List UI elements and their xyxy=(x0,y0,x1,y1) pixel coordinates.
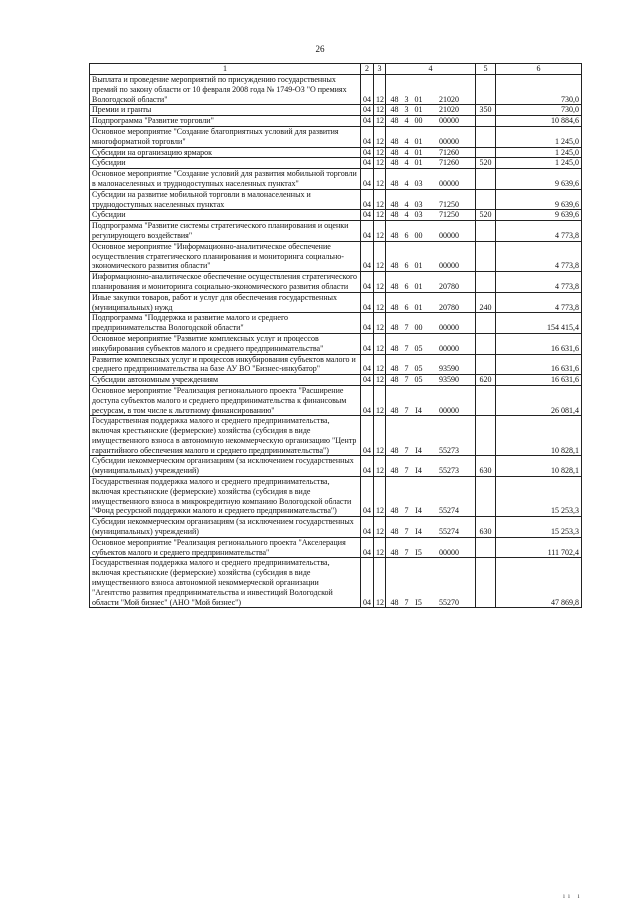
row-expense-type xyxy=(476,333,496,354)
code-part-c2: 4 xyxy=(404,178,409,188)
row-amount: 4 773,8 xyxy=(496,292,582,313)
code-part-c1: 48 xyxy=(390,199,399,209)
row-name: Субсидии некоммерческим организациям (за исключением государственных (муниципальных) учреждений) xyxy=(90,517,361,538)
code-part-c4: 20780 xyxy=(439,302,459,312)
header-col-5: 5 xyxy=(476,64,496,75)
code-part-c1: 48 xyxy=(390,147,399,157)
row-amount: 10 828,1 xyxy=(496,456,582,477)
code-part-c3: I4 xyxy=(415,445,422,455)
code-part-c1: 48 xyxy=(390,527,399,537)
row-subsection: 12 xyxy=(374,385,386,415)
table-row xyxy=(90,241,582,271)
row-amount: 10 828,1 xyxy=(496,416,582,456)
row-expense-type xyxy=(476,189,496,210)
row-name: Подпрограмма "Развитие торговли" xyxy=(90,116,361,127)
row-section: 04 xyxy=(361,292,374,313)
row-subsection: 12 xyxy=(374,147,386,158)
row-subsection: 12 xyxy=(374,158,386,169)
row-expense-type xyxy=(476,477,496,517)
row-section: 04 xyxy=(361,116,374,127)
code-part-c2: 7 xyxy=(404,343,409,353)
table-header-row xyxy=(90,64,582,75)
table-row xyxy=(90,416,582,456)
row-amount: 16 631,6 xyxy=(496,354,582,375)
code-part-c3: I5 xyxy=(415,597,422,607)
table-row xyxy=(90,477,582,517)
code-part-c2: 7 xyxy=(404,527,409,537)
code-part-c1: 48 xyxy=(390,136,399,146)
row-section: 04 xyxy=(361,158,374,169)
code-part-c4: 00000 xyxy=(439,178,459,188)
table-row xyxy=(90,105,582,116)
row-target-code xyxy=(386,126,476,147)
code-part-c4: 55274 xyxy=(439,527,459,537)
code-part-c1: 48 xyxy=(390,230,399,240)
code-part-c1: 48 xyxy=(390,597,399,607)
row-expense-type xyxy=(476,126,496,147)
row-name: Государственная поддержка малого и среднего предпринимательства, включая крестьянские (фермерские) хозяйства (субсидия в виде имущественного взноса автономной некоммерческой организации "Агентство развития предпринимательства и инвестиций Вологодской области "Мой бизнес" (АНО "Мой бизнес") xyxy=(90,558,361,608)
code-part-c4: 71260 xyxy=(439,147,459,157)
row-target-code xyxy=(386,313,476,334)
row-amount: 730,0 xyxy=(496,105,582,116)
code-part-c3: 03 xyxy=(414,178,423,188)
row-amount: 10 884,6 xyxy=(496,116,582,127)
row-expense-type xyxy=(476,221,496,242)
code-part-c2: 7 xyxy=(404,597,409,607)
code-part-c3: 00 xyxy=(414,116,423,126)
code-part-c2: 4 xyxy=(404,116,409,126)
code-part-c1: 48 xyxy=(390,281,399,291)
table-row xyxy=(90,221,582,242)
row-amount: 26 081,4 xyxy=(496,385,582,415)
row-target-code xyxy=(386,292,476,313)
code-part-c2: 7 xyxy=(404,445,409,455)
row-name: Иные закупки товаров, работ и услуг для обеспечения государственных (муниципальных) нужд xyxy=(90,292,361,313)
row-expense-type: 520 xyxy=(476,210,496,221)
code-part-c2: 7 xyxy=(404,375,409,385)
code-part-c2: 7 xyxy=(404,405,409,415)
row-name: Основное мероприятие "Развитие комплексных услуг и процессов инкубирования субъектов малого и среднего предпринимательства" xyxy=(90,333,361,354)
table-row xyxy=(90,456,582,477)
row-amount: 9 639,6 xyxy=(496,169,582,190)
row-target-code xyxy=(386,385,476,415)
table-row xyxy=(90,126,582,147)
code-part-c3: 05 xyxy=(414,343,423,353)
row-section: 04 xyxy=(361,385,374,415)
code-part-c3: 01 xyxy=(414,147,423,157)
code-part-c2: 6 xyxy=(404,281,409,291)
code-part-c4: 55274 xyxy=(439,506,459,516)
code-part-c3: 00 xyxy=(414,323,423,333)
row-amount: 4 773,8 xyxy=(496,241,582,271)
row-section: 04 xyxy=(361,210,374,221)
header-col-2: 2 xyxy=(361,64,374,75)
code-part-c1: 48 xyxy=(390,261,399,271)
row-section: 04 xyxy=(361,333,374,354)
code-part-c2: 7 xyxy=(404,506,409,516)
code-part-c1: 48 xyxy=(390,445,399,455)
code-part-c4: 00000 xyxy=(439,136,459,146)
code-part-c3: 00 xyxy=(414,230,423,240)
row-name: Субсидии некоммерческим организациям (за исключением государственных (муниципальных) учреждений) xyxy=(90,456,361,477)
page-number: 26 xyxy=(315,44,325,54)
row-section: 04 xyxy=(361,221,374,242)
row-name: Подпрограмма "Поддержка и развитие малого и среднего предпринимательства Вологодской области" xyxy=(90,313,361,334)
row-subsection: 12 xyxy=(374,105,386,116)
code-part-c4: 00000 xyxy=(439,547,459,557)
row-amount: 154 415,4 xyxy=(496,313,582,334)
table-row xyxy=(90,158,582,169)
row-section: 04 xyxy=(361,517,374,538)
row-name: Основное мероприятие "Реализация регионального проекта "Акселерация субъектов малого и среднего предпринимательства" xyxy=(90,537,361,558)
row-name: Субсидии на развитие мобильной торговли в малонаселенных и труднодоступных населенных пунктах xyxy=(90,189,361,210)
row-expense-type xyxy=(476,416,496,456)
code-part-c1: 48 xyxy=(390,94,399,104)
table-row xyxy=(90,375,582,386)
code-part-c2: 4 xyxy=(404,199,409,209)
row-amount: 111 702,4 xyxy=(496,537,582,558)
table-row xyxy=(90,210,582,221)
row-section: 04 xyxy=(361,477,374,517)
row-target-code xyxy=(386,147,476,158)
row-expense-type: 520 xyxy=(476,158,496,169)
row-amount: 1 245,0 xyxy=(496,126,582,147)
code-part-c3: 01 xyxy=(414,158,423,168)
row-target-code xyxy=(386,189,476,210)
code-part-c4: 00000 xyxy=(439,230,459,240)
table-row xyxy=(90,313,582,334)
row-amount: 16 631,6 xyxy=(496,375,582,386)
row-name: Основное мероприятие "Информационно-аналитическое обеспечение осуществления стратегического планирования и мониторинга социально-экономического развития области" xyxy=(90,241,361,271)
row-target-code xyxy=(386,375,476,386)
row-target-code xyxy=(386,158,476,169)
code-part-c2: 3 xyxy=(404,94,409,104)
budget-table xyxy=(89,63,582,608)
table-row xyxy=(90,385,582,415)
row-expense-type: 630 xyxy=(476,456,496,477)
row-target-code xyxy=(386,456,476,477)
code-part-c3: 01 xyxy=(414,94,423,104)
code-part-c1: 48 xyxy=(390,323,399,333)
row-section: 04 xyxy=(361,375,374,386)
row-subsection: 12 xyxy=(374,169,386,190)
row-expense-type: 240 xyxy=(476,292,496,313)
code-part-c2: 6 xyxy=(404,261,409,271)
row-subsection: 12 xyxy=(374,189,386,210)
row-expense-type: 630 xyxy=(476,517,496,538)
code-part-c4: 21020 xyxy=(439,105,459,115)
code-part-c1: 48 xyxy=(390,116,399,126)
code-part-c4: 00000 xyxy=(439,116,459,126)
row-expense-type xyxy=(476,385,496,415)
table-row xyxy=(90,517,582,538)
code-part-c2: 7 xyxy=(404,364,409,374)
row-expense-type xyxy=(476,241,496,271)
code-part-c4: 00000 xyxy=(439,343,459,353)
code-part-c4: 71250 xyxy=(439,210,459,220)
table-row xyxy=(90,189,582,210)
code-part-c2: 4 xyxy=(404,158,409,168)
row-subsection: 12 xyxy=(374,210,386,221)
row-section: 04 xyxy=(361,75,374,105)
code-part-c2: 4 xyxy=(404,210,409,220)
row-subsection: 12 xyxy=(374,333,386,354)
code-part-c2: 6 xyxy=(404,302,409,312)
row-name: Основное мероприятие "Реализация регионального проекта "Расширение доступа субъектов малого и среднего предпринимательства к финансовым ресурсам, в том числе к льготному финансированию" xyxy=(90,385,361,415)
row-section: 04 xyxy=(361,241,374,271)
row-amount: 4 773,8 xyxy=(496,221,582,242)
table-row xyxy=(90,116,582,127)
table-row xyxy=(90,333,582,354)
row-amount: 1 245,0 xyxy=(496,147,582,158)
row-section: 04 xyxy=(361,354,374,375)
footer-marks: ıı ı xyxy=(563,892,583,900)
row-subsection: 12 xyxy=(374,517,386,538)
row-name: Субсидии на организацию ярмарок xyxy=(90,147,361,158)
code-part-c3: 03 xyxy=(414,199,423,209)
row-name: Государственная поддержка малого и среднего предпринимательства, включая крестьянские (фермерские) хозяйства (субсидия в виде имущественного взноса в автономную некоммерческую организацию "Центр гарантийного обеспечения малого и среднего предпринимательства") xyxy=(90,416,361,456)
row-amount: 15 253,3 xyxy=(496,477,582,517)
code-part-c4: 20780 xyxy=(439,281,459,291)
code-part-c1: 48 xyxy=(390,158,399,168)
row-name: Выплата и проведение мероприятий по присуждению государственных премий по закону области от 10 февраля 2008 года № 1749-ОЗ "О премиях Вологодской области" xyxy=(90,75,361,105)
code-part-c1: 48 xyxy=(390,405,399,415)
code-part-c3: 01 xyxy=(414,302,423,312)
row-amount: 4 773,8 xyxy=(496,272,582,293)
code-part-c3: 01 xyxy=(414,136,423,146)
code-part-c1: 48 xyxy=(390,302,399,312)
row-target-code xyxy=(386,105,476,116)
code-part-c3: 05 xyxy=(414,364,423,374)
row-expense-type xyxy=(476,147,496,158)
code-part-c3: 01 xyxy=(414,281,423,291)
row-target-code xyxy=(386,75,476,105)
row-section: 04 xyxy=(361,313,374,334)
code-part-c3: I4 xyxy=(415,405,422,415)
table-row xyxy=(90,354,582,375)
row-expense-type xyxy=(476,75,496,105)
row-name: Информационно-аналитическое обеспечение осуществления стратегического планирования и мониторинга социально-экономического развития области xyxy=(90,272,361,293)
row-amount: 730,0 xyxy=(496,75,582,105)
code-part-c4: 00000 xyxy=(439,405,459,415)
table-row xyxy=(90,558,582,608)
row-subsection: 12 xyxy=(374,416,386,456)
row-section: 04 xyxy=(361,456,374,477)
row-subsection: 12 xyxy=(374,354,386,375)
code-part-c3: I4 xyxy=(415,466,422,476)
code-part-c4: 00000 xyxy=(439,323,459,333)
row-target-code xyxy=(386,221,476,242)
row-target-code xyxy=(386,272,476,293)
row-subsection: 12 xyxy=(374,116,386,127)
code-part-c2: 3 xyxy=(404,105,409,115)
code-part-c4: 93590 xyxy=(439,375,459,385)
row-target-code xyxy=(386,333,476,354)
row-name: Премии и гранты xyxy=(90,105,361,116)
row-subsection: 12 xyxy=(374,272,386,293)
row-section: 04 xyxy=(361,105,374,116)
row-subsection: 12 xyxy=(374,477,386,517)
row-target-code xyxy=(386,477,476,517)
row-section: 04 xyxy=(361,169,374,190)
table-row xyxy=(90,292,582,313)
row-expense-type xyxy=(476,558,496,608)
row-subsection: 12 xyxy=(374,537,386,558)
row-name: Основное мероприятие "Создание благоприятных условий для развития многоформатной торговли" xyxy=(90,126,361,147)
code-part-c4: 55270 xyxy=(439,597,459,607)
row-target-code xyxy=(386,354,476,375)
row-target-code xyxy=(386,210,476,221)
row-target-code xyxy=(386,116,476,127)
code-part-c1: 48 xyxy=(390,105,399,115)
code-part-c3: 03 xyxy=(414,210,423,220)
row-subsection: 12 xyxy=(374,558,386,608)
row-target-code xyxy=(386,416,476,456)
code-part-c1: 48 xyxy=(390,343,399,353)
row-subsection: 12 xyxy=(374,221,386,242)
header-col-4: 4 xyxy=(386,64,476,75)
row-expense-type xyxy=(476,354,496,375)
code-part-c3: I5 xyxy=(415,547,422,557)
row-subsection: 12 xyxy=(374,292,386,313)
code-part-c4: 55273 xyxy=(439,445,459,455)
code-part-c4: 00000 xyxy=(439,261,459,271)
row-section: 04 xyxy=(361,558,374,608)
row-name: Основное мероприятие "Создание условий для развития мобильной торговли в малонаселенных и труднодоступных населенных пунктах" xyxy=(90,169,361,190)
code-part-c3: I4 xyxy=(415,527,422,537)
code-part-c3: 01 xyxy=(414,105,423,115)
row-target-code xyxy=(386,537,476,558)
code-part-c3: 01 xyxy=(414,261,423,271)
code-part-c1: 48 xyxy=(390,375,399,385)
code-part-c1: 48 xyxy=(390,178,399,188)
row-section: 04 xyxy=(361,416,374,456)
table-row xyxy=(90,169,582,190)
row-expense-type xyxy=(476,169,496,190)
row-name: Субсидии xyxy=(90,210,361,221)
table-row xyxy=(90,537,582,558)
row-name: Развитие комплексных услуг и процессов инкубирования субъектов малого и среднего предпринимательства на базе АУ ВО "Бизнес-инкубатор" xyxy=(90,354,361,375)
row-target-code xyxy=(386,558,476,608)
row-name: Субсидии xyxy=(90,158,361,169)
code-part-c2: 6 xyxy=(404,230,409,240)
row-amount: 15 253,3 xyxy=(496,517,582,538)
code-part-c4: 71250 xyxy=(439,199,459,209)
code-part-c3: 05 xyxy=(414,375,423,385)
row-subsection: 12 xyxy=(374,313,386,334)
row-section: 04 xyxy=(361,147,374,158)
code-part-c2: 7 xyxy=(404,547,409,557)
header-col-1: 1 xyxy=(90,64,361,75)
row-expense-type: 350 xyxy=(476,105,496,116)
row-amount: 16 631,6 xyxy=(496,333,582,354)
table-row xyxy=(90,147,582,158)
table-row xyxy=(90,75,582,105)
row-name: Подпрограмма "Развитие системы стратегического планирования и оценки регулирующего воздействия" xyxy=(90,221,361,242)
row-target-code xyxy=(386,517,476,538)
row-expense-type xyxy=(476,116,496,127)
code-part-c4: 55273 xyxy=(439,466,459,476)
row-amount: 1 245,0 xyxy=(496,158,582,169)
row-expense-type: 620 xyxy=(476,375,496,386)
row-subsection: 12 xyxy=(374,375,386,386)
code-part-c1: 48 xyxy=(390,466,399,476)
row-section: 04 xyxy=(361,272,374,293)
code-part-c2: 4 xyxy=(404,147,409,157)
row-target-code xyxy=(386,241,476,271)
row-name: Субсидии автономным учреждениям xyxy=(90,375,361,386)
row-amount: 9 639,6 xyxy=(496,210,582,221)
row-name: Государственная поддержка малого и среднего предпринимательства, включая крестьянские (фермерские) хозяйства (субсидия в виде имущественного взноса в микрокредитную компанию Вологодской области "Фонд ресурсной поддержки малого и среднего предпринимательства") xyxy=(90,477,361,517)
row-subsection: 12 xyxy=(374,126,386,147)
row-expense-type xyxy=(476,313,496,334)
code-part-c4: 21020 xyxy=(439,94,459,104)
row-expense-type xyxy=(476,537,496,558)
row-section: 04 xyxy=(361,537,374,558)
row-expense-type xyxy=(476,272,496,293)
row-section: 04 xyxy=(361,189,374,210)
row-target-code xyxy=(386,169,476,190)
header-col-6: 6 xyxy=(496,64,582,75)
code-part-c1: 48 xyxy=(390,364,399,374)
code-part-c4: 71260 xyxy=(439,158,459,168)
code-part-c2: 7 xyxy=(404,323,409,333)
row-amount: 9 639,6 xyxy=(496,189,582,210)
code-part-c1: 48 xyxy=(390,547,399,557)
code-part-c2: 4 xyxy=(404,136,409,146)
code-part-c2: 7 xyxy=(404,466,409,476)
row-section: 04 xyxy=(361,126,374,147)
code-part-c1: 48 xyxy=(390,210,399,220)
row-amount: 47 869,8 xyxy=(496,558,582,608)
code-part-c1: 48 xyxy=(390,506,399,516)
row-subsection: 12 xyxy=(374,241,386,271)
code-part-c3: I4 xyxy=(415,506,422,516)
header-col-3: 3 xyxy=(374,64,386,75)
table-row xyxy=(90,272,582,293)
row-subsection: 12 xyxy=(374,456,386,477)
row-subsection: 12 xyxy=(374,75,386,105)
code-part-c4: 93590 xyxy=(439,364,459,374)
